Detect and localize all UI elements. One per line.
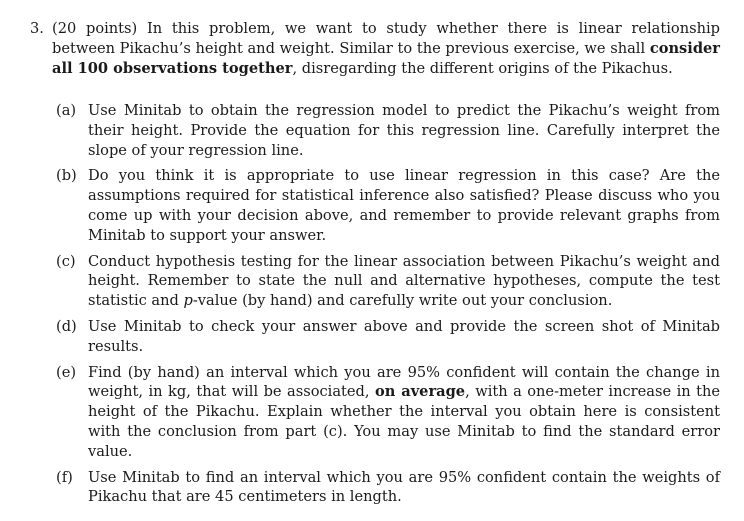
part-b-text: Do you think it is appropriate to use linear regression in this case? Are the assumptions required for statistical inference also satisfied? Please discuss who you come up with your decision above, and remember to provide relevant graphs from Minitab to support your answer.: [88, 167, 720, 244]
problem-number: 3.: [30, 20, 44, 37]
intro-text-b: , disregarding the different origins of the Pikachus.: [292, 60, 673, 77]
part-c-text-2: -value (by hand) and carefully write out your conclusion.: [192, 292, 613, 310]
part-c-italic-p: p: [183, 292, 193, 310]
part-d-label: (d): [56, 317, 77, 335]
part-e-label: (e): [56, 363, 77, 381]
part-a: [56, 101, 720, 160]
part-f-text: Use Minitab to find an interval which you are 95% confident contain the weights of Pikachu that are 45 centimeters in length.: [88, 468, 720, 506]
part-c-text: [88, 252, 720, 311]
part-c-label: (c): [56, 252, 76, 270]
part-f: [56, 468, 720, 508]
part-c: [56, 252, 720, 311]
part-e-text-2: , with a one-meter increase in the height of the Pikachu. Explain whether the interval you obtain here is consistent with the conclusion from part (c). You may use Minitab to find the standard error value.: [88, 383, 720, 460]
problem-3: [30, 19, 720, 513]
part-f-label: (f): [56, 468, 73, 486]
part-c-text-1: Conduct hypothesis testing for the linear association between Pikachu’s weight and height. Remember to state the null and alternative hypotheses, compute the test statistic and: [88, 252, 720, 310]
part-d-text: Use Minitab to check your answer above and provide the screen shot of Minitab results.: [88, 317, 720, 355]
part-a-label: (a): [56, 102, 77, 119]
part-e-text-1: Find (by hand) an interval which you are 95% confident will contain the change in weight, in kg, that will be associated,: [88, 363, 720, 401]
problem-intro: [52, 19, 720, 79]
part-a-text: Use Minitab to obtain the regression model to predict the Pikachu’s weight from their height. Provide the equation for this regression line. Carefully interpret the slope of your regression line.: [88, 102, 720, 159]
part-b: [56, 166, 720, 245]
part-e-text: [88, 363, 720, 462]
parts-list: [56, 101, 720, 507]
part-d: [56, 317, 720, 357]
part-e-bold-text: on average: [374, 383, 466, 401]
problem-header: [30, 19, 720, 79]
intro-text-a: (20 points) In this problem, we want to study whether there is linear relationship between Pikachu’s height and weight. Similar to the previous exercise, we shall: [52, 20, 720, 57]
part-b-label: (b): [56, 167, 77, 185]
part-e: [56, 363, 720, 462]
intro-bold-text: consider all 100 observations together: [52, 40, 720, 77]
